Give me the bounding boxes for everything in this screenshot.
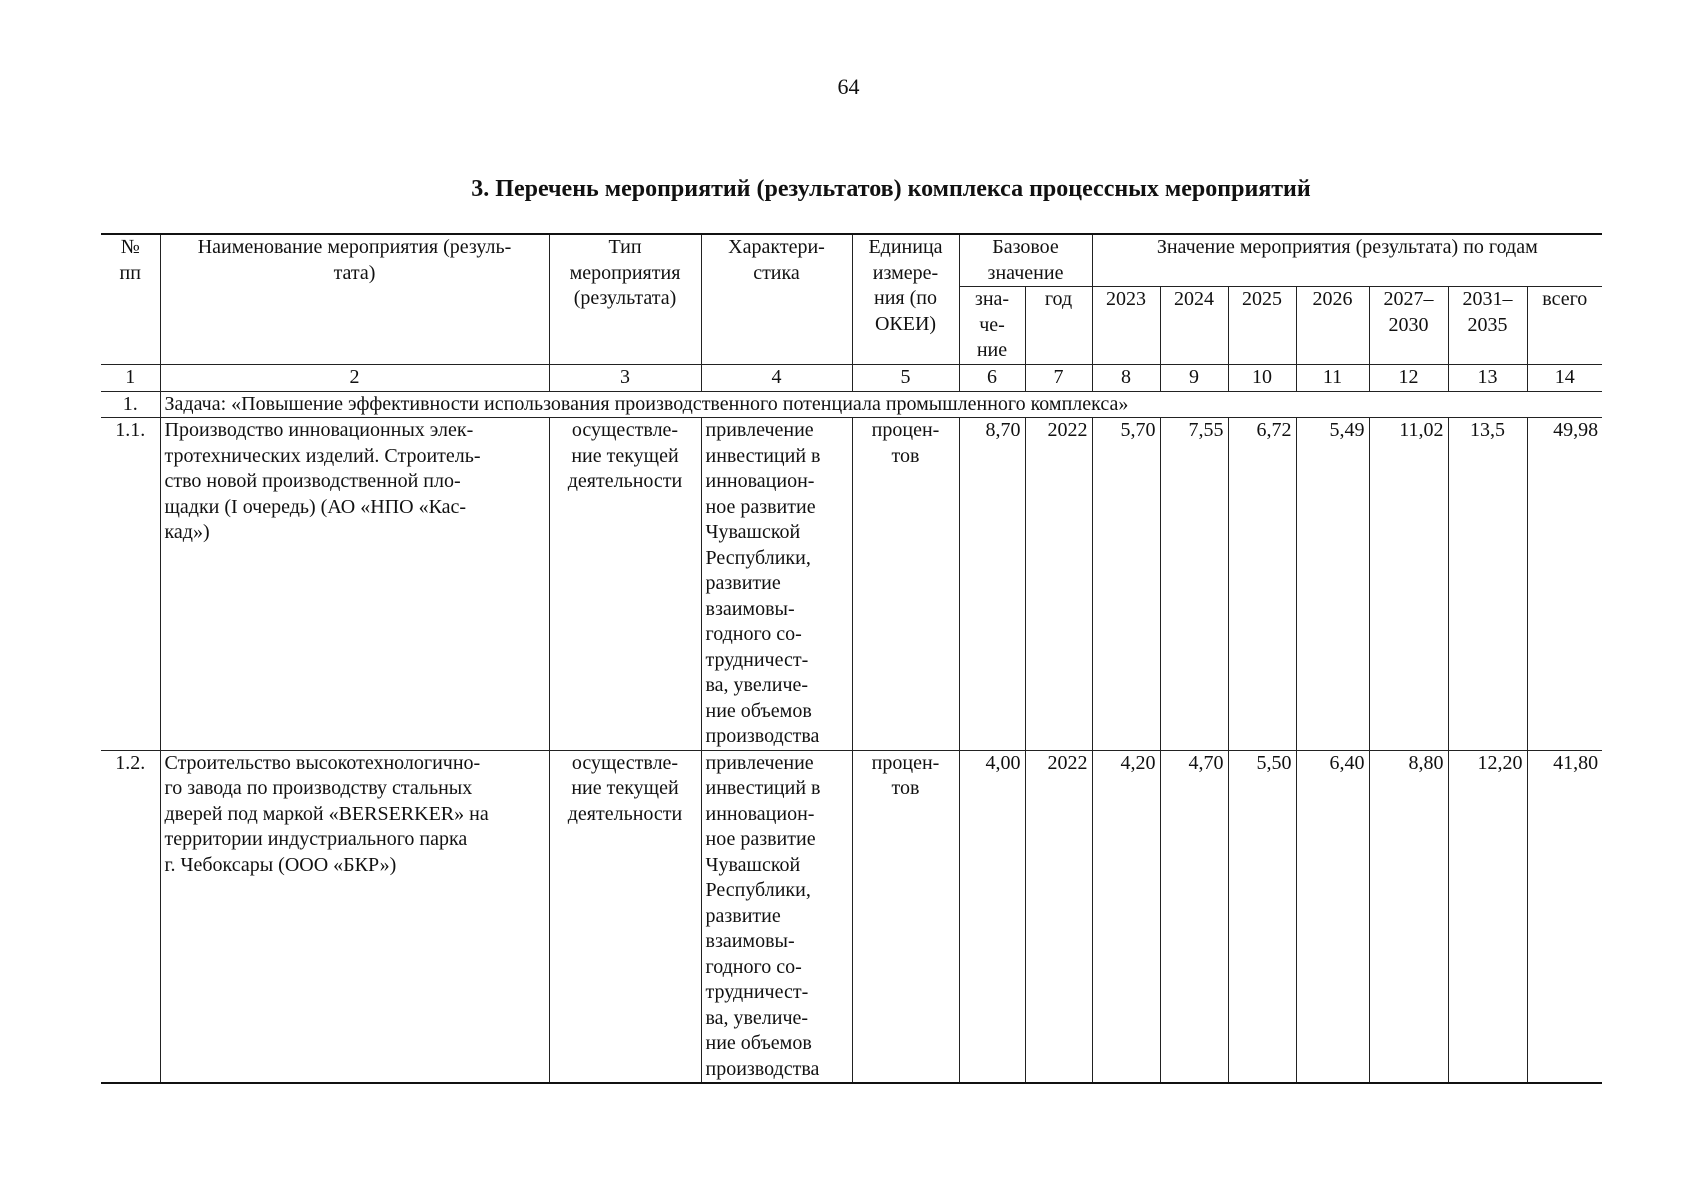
- header-year-2024: 2024: [1160, 287, 1228, 365]
- column-number: 12: [1369, 365, 1448, 392]
- measure-unit: процен- тов: [852, 418, 959, 751]
- column-number: 6: [959, 365, 1025, 392]
- column-number: 2: [160, 365, 549, 392]
- task-row: [101, 391, 1602, 418]
- header-base: Базовое значение: [959, 234, 1092, 287]
- measure-type: осуществле- ние текущей деятельности: [549, 418, 701, 751]
- measure-type: осуществле- ние текущей деятельности: [549, 750, 701, 1083]
- header-row-1: [101, 234, 1602, 287]
- column-number-row: [101, 365, 1602, 392]
- value-2027-2030: 8,80: [1369, 750, 1448, 1083]
- header-year-total: всего: [1527, 287, 1602, 365]
- column-number: 8: [1092, 365, 1160, 392]
- header-base-value: зна- че- ние: [959, 287, 1025, 365]
- header-year-2025: 2025: [1228, 287, 1296, 365]
- table-row: [101, 750, 1602, 1083]
- base-value: 4,00: [959, 750, 1025, 1083]
- header-name: Наименование мероприятия (резуль- тата): [160, 234, 549, 365]
- column-number: 11: [1296, 365, 1369, 392]
- task-text: Задача: «Повышение эффективности использования производственного потенциала промышленного комплекса»: [160, 391, 1602, 418]
- measure-name: Производство инновационных элек- тротехнических изделий. Строитель- ство новой производственной пло- щадки (I очередь) (АО «НПО «Кас- кад»): [160, 418, 549, 751]
- measures-table: [101, 233, 1602, 1084]
- header-years-group: Значение мероприятия (результата) по годам: [1092, 234, 1602, 287]
- table-header: [101, 234, 1602, 365]
- value-2031-2035: 13,5: [1448, 418, 1527, 751]
- table-row: [101, 418, 1602, 751]
- measures-table-container: [101, 233, 1602, 1084]
- value-2024: 7,55: [1160, 418, 1228, 751]
- value-2024: 4,70: [1160, 750, 1228, 1083]
- table-body: [101, 365, 1602, 1084]
- value-2025: 6,72: [1228, 418, 1296, 751]
- column-number: 13: [1448, 365, 1527, 392]
- column-number: 1: [101, 365, 160, 392]
- base-value: 8,70: [959, 418, 1025, 751]
- column-number: 9: [1160, 365, 1228, 392]
- header-unit: Единица измере- ния (по ОКЕИ): [852, 234, 959, 365]
- document-title: 3. Перечень мероприятий (результатов) комплекса процессных мероприятий: [471, 176, 1311, 202]
- measure-characteristic: привлечение инвестиций в инновацион- ное развитие Чувашской Республики, развитие взаимовы- годного со- трудничест- ва, увеличе- ние объемов производства: [701, 750, 852, 1083]
- base-year: 2022: [1025, 750, 1092, 1083]
- base-year: 2022: [1025, 418, 1092, 751]
- row-number: 1.1.: [101, 418, 160, 751]
- column-number: 4: [701, 365, 852, 392]
- measure-unit: процен- тов: [852, 750, 959, 1083]
- value-2026: 5,49: [1296, 418, 1369, 751]
- page-number: 64: [837, 74, 860, 99]
- header-type: Тип мероприятия (результата): [549, 234, 701, 365]
- header-num: № пп: [101, 234, 160, 365]
- value-2026: 6,40: [1296, 750, 1369, 1083]
- header-year-2026: 2026: [1296, 287, 1369, 365]
- value-2025: 5,50: [1228, 750, 1296, 1083]
- column-number: 14: [1527, 365, 1602, 392]
- header-year-2023: 2023: [1092, 287, 1160, 365]
- value-2027-2030: 11,02: [1369, 418, 1448, 751]
- header-characteristic: Характери- стика: [701, 234, 852, 365]
- row-number: 1.2.: [101, 750, 160, 1083]
- column-number: 5: [852, 365, 959, 392]
- task-number: 1.: [101, 391, 160, 418]
- column-number: 7: [1025, 365, 1092, 392]
- value-total: 49,98: [1527, 418, 1602, 751]
- column-number: 3: [549, 365, 701, 392]
- value-total: 41,80: [1527, 750, 1602, 1083]
- column-number: 10: [1228, 365, 1296, 392]
- value-2023: 5,70: [1092, 418, 1160, 751]
- value-2031-2035: 12,20: [1448, 750, 1527, 1083]
- measure-name: Строительство высокотехнологично- го завода по производству стальных дверей под маркой «BERSERKER» на территории индустриального парка г. Чебоксары (ООО «БКР»): [160, 750, 549, 1083]
- measure-characteristic: привлечение инвестиций в инновацион- ное развитие Чувашской Республики, развитие взаимовы- годного со- трудничест- ва, увеличе- ние объемов производства: [701, 418, 852, 751]
- header-year-2031-2035: 2031– 2035: [1448, 287, 1527, 365]
- header-base-year: год: [1025, 287, 1092, 365]
- header-year-2027-2030: 2027– 2030: [1369, 287, 1448, 365]
- value-2023: 4,20: [1092, 750, 1160, 1083]
